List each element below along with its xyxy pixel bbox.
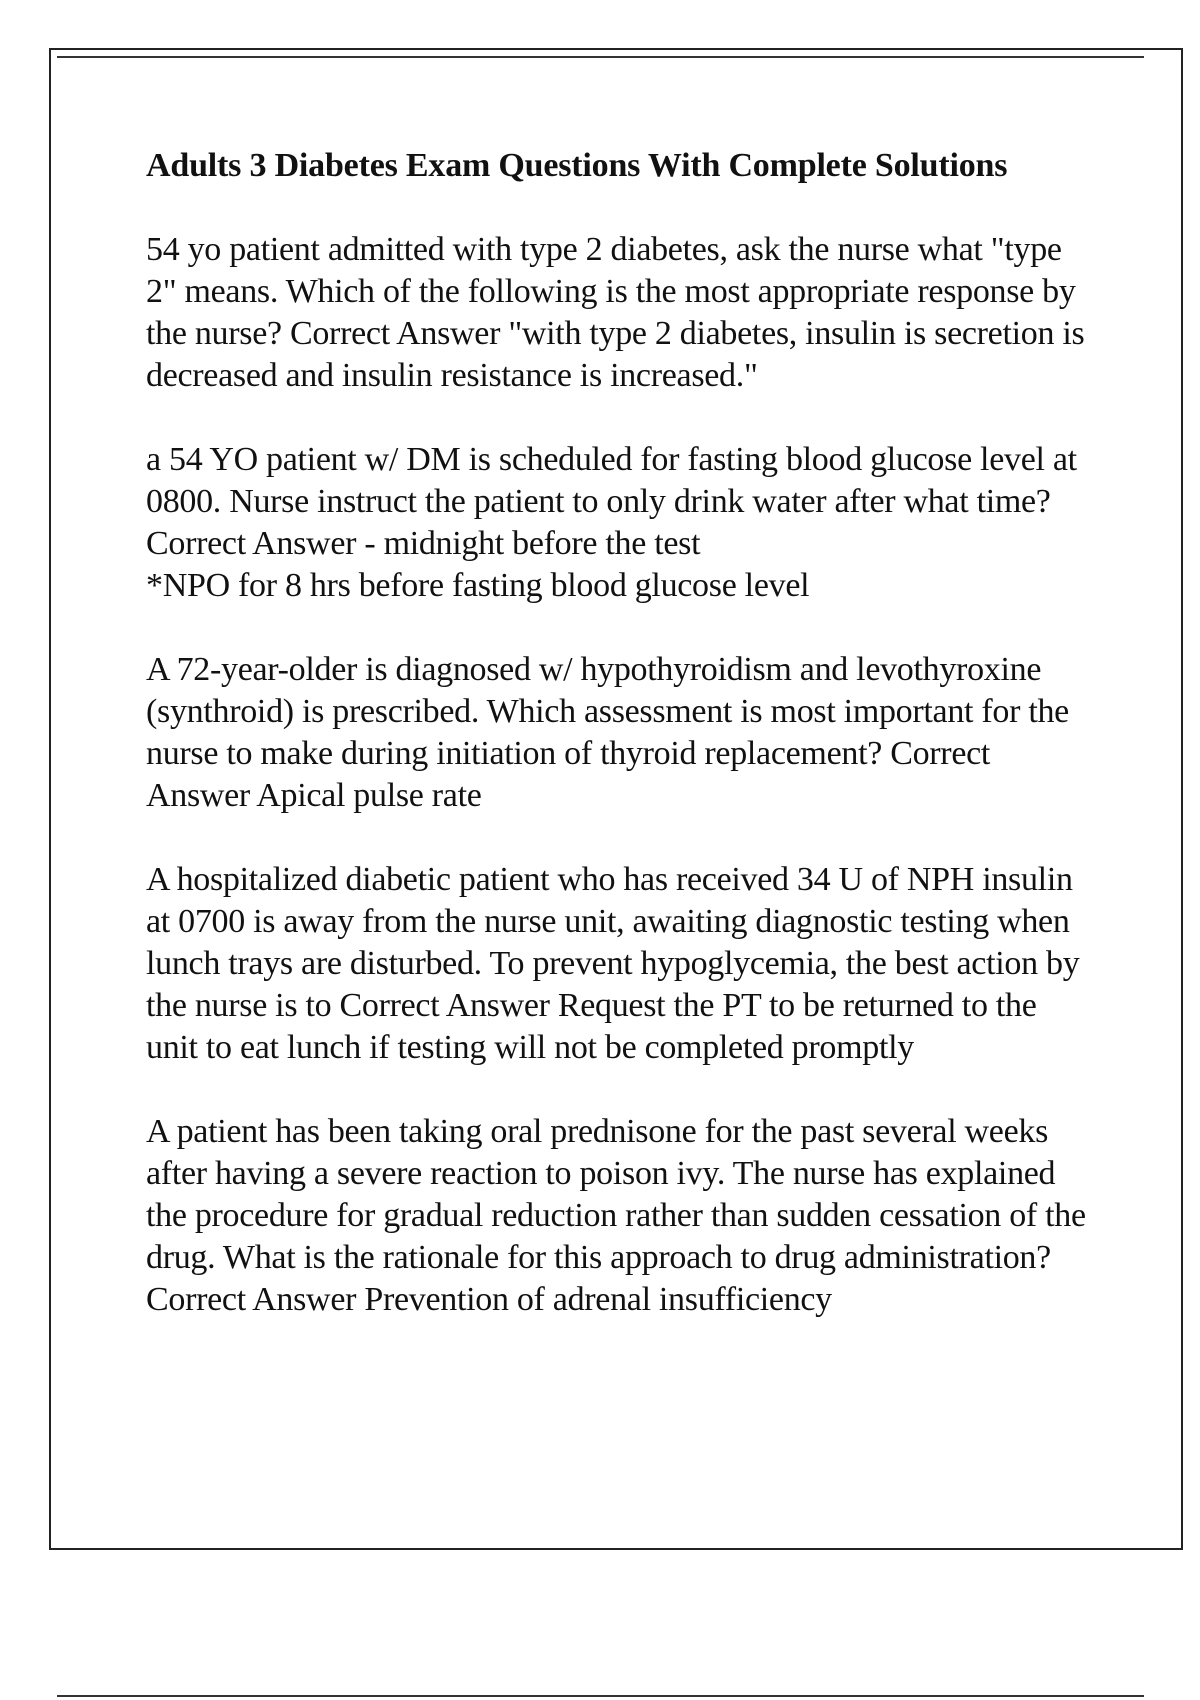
footer-rule <box>57 1695 1144 1697</box>
qa-item <box>146 229 1096 397</box>
qa-item <box>146 439 1096 607</box>
answer-text: Request the PT to be returned to the unit to eat lunch if testing will not be completed promptly <box>146 987 1045 1066</box>
answer-label: Correct Answer <box>146 525 357 562</box>
answer-label: Correct Answer <box>289 315 501 352</box>
answer-text: - midnight before the test *NPO for 8 hrs before fasting blood glucose level <box>146 525 810 604</box>
question-text: A 72-year-older is diagnosed w/ hypothyroidism and levothyroxine (synthroid) is prescribed. Which assessment is most important for the nurse to make during initiation of thyroid replacement? <box>146 651 1078 772</box>
answer-label: Correct Answer <box>146 735 997 814</box>
document-title: Adults 3 Diabetes Exam Questions With Complete Solutions <box>146 147 1008 184</box>
answer-text: Prevention of adrenal insufficiency <box>364 1281 832 1318</box>
qa-item <box>146 649 1096 817</box>
header-rule <box>57 56 1144 58</box>
answer-label: Correct Answer <box>146 1281 357 1318</box>
question-text: a 54 YO patient w/ DM is scheduled for fasting blood glucose level at 0800. Nurse instruct the patient to only drink water after what time? <box>146 441 1085 520</box>
answer-label: Correct Answer <box>339 987 550 1024</box>
document-body <box>146 145 1096 1363</box>
question-text: A patient has been taking oral prednisone for the past several weeks after having a severe reaction to poison ivy. The nurse has explained the procedure for gradual reduction rather than sudden cessation of the drug. What is the rationale for this approach to drug administration? <box>146 1113 1094 1276</box>
qa-item <box>146 1111 1096 1321</box>
qa-item <box>146 859 1096 1069</box>
answer-text: Apical pulse rate <box>256 777 482 814</box>
question-text: A hospitalized diabetic patient who has received 34 U of NPH insulin at 0700 is away from the nurse unit, awaiting diagnostic testing when lunch trays are disturbed. To prevent hypoglycemia, the best action by the nurse is to <box>146 861 1088 1024</box>
answer-text: "with type 2 diabetes, insulin is secretion is decreased and insulin resistance is increased." <box>146 315 1093 394</box>
question-text: 54 yo patient admitted with type 2 diabetes, ask the nurse what "type 2" means. Which of the following is the most appropriate response by the nurse? <box>146 231 1084 352</box>
